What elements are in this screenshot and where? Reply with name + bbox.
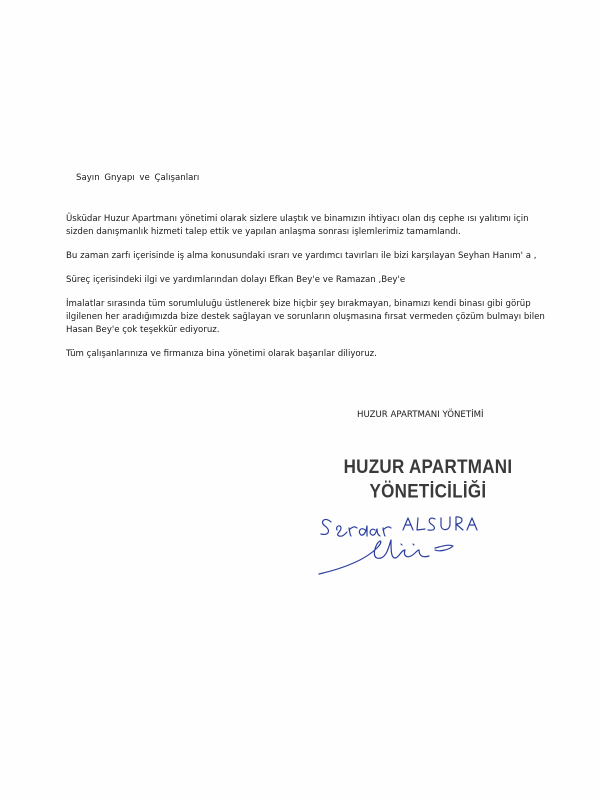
paragraph-hasan: İmalatlar sırasında tüm sorumluluğu üstlenerek bize hiçbir şey bırakmayan, binamızı kendi binası gibi görüp ilgilenen her aradığımızda bize destek sağlayan ve sorunların oluşmasına fırsat vermeden çözüm bulmayı bilen Hasan Bey'e çok teşekkür ediyoruz. [66,299,545,335]
signature-dots [401,544,414,545]
signature-word-alsura [403,517,477,530]
signature-graphic [315,500,505,580]
signoff: HUZUR APARTMANI YÖNETİMİ [357,410,484,420]
stamp-line-1: HUZUR APARTMANI [343,456,513,478]
stamp-line-2: YÖNETİCİLİĞİ [369,480,487,503]
letter-body [66,213,552,372]
salutation: Sayın Gnyapı ve Çalışanları [76,173,200,183]
handwritten-signature [315,500,505,580]
paragraph-closing: Tüm çalışanlarınıza ve firmanıza bina yönetimi olarak başarılar diliyoruz. [66,349,377,359]
paragraph-seyhan: Bu zaman zarfı içerisinde iş alma konusundaki ısrarı ve yardımcı tavırları ile bizi karşılayan Seyhan Hanım' a , [66,251,537,261]
signature-word-serdar [321,519,391,536]
paragraph-intro: Üsküdar Huzur Apartmanı yönetimi olarak sizlere ulaştık ve binamızın ihtiyacı olan dış cephe ısı yalıtımı için sizden danışmanlık hizmeti talep ettik ve yapılan anlaşma sonrası işlemlerimiz tamamlandı. [66,214,529,237]
signature-scribble [319,540,453,574]
management-stamp [338,455,518,504]
paragraph-efkan-ramazan: Süreç içerisindeki ilgi ve yardımlarından dolayı Efkan Bey'e ve Ramazan ,Bey'e [66,275,406,285]
